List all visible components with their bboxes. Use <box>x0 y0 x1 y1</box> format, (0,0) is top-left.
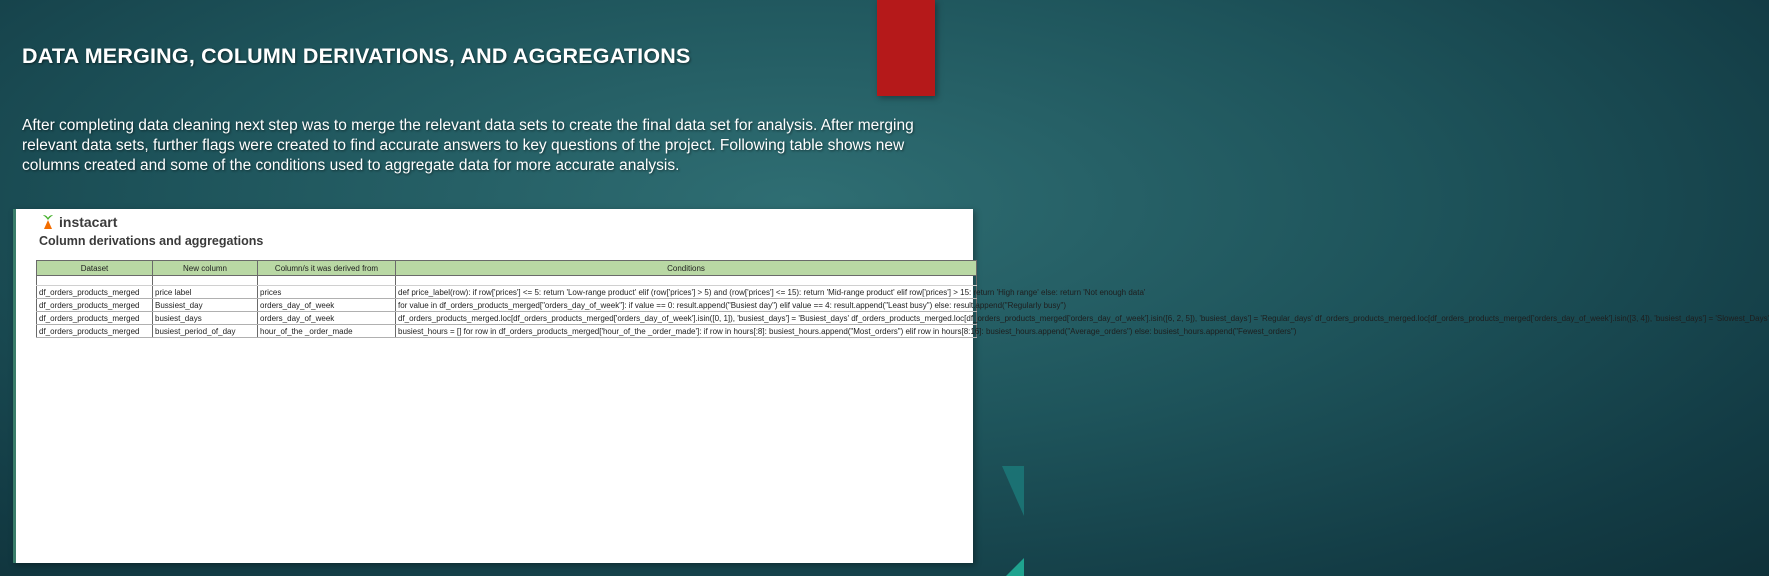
cell-new-column: Bussiest_day <box>153 299 258 312</box>
slide-body-text: After completing data cleaning next step was to merge the relevant data sets to create the final data set for analysis. After merging relevant data sets, further flags were created to find accurate answers to key questions of the project. Following table shows new columns created and some of the conditions used to aggregate data for more accurate analysis. <box>22 117 914 174</box>
cell-new-column: busiest_period_of_day <box>153 325 258 338</box>
header-dataset: Dataset <box>37 261 153 276</box>
cell-new-column: price label <box>153 286 258 299</box>
cell-derived-from: prices <box>258 286 396 299</box>
cell-derived-from: orders_day_of_week <box>258 312 396 325</box>
carrot-icon <box>41 214 55 230</box>
red-accent-bar <box>877 0 935 96</box>
cell-dataset: df_orders_products_merged <box>37 299 153 312</box>
header-new-column: New column <box>153 261 258 276</box>
cell-new-column: busiest_days <box>153 312 258 325</box>
decorative-triangle-upper <box>1002 466 1024 516</box>
cell-conditions: def price_label(row): if row['prices'] <= 5: return 'Low-range product' elif (row['prices'] > 5) and (row['prices'] <= 15): return 'Mid-range product' elif row['prices'] > 15: return 'High range' else: return 'Not enough data' <box>396 286 977 299</box>
table-row <box>37 325 977 338</box>
brand-name: instacart <box>59 214 118 230</box>
slide-title: DATA MERGING, COLUMN DERIVATIONS, AND AGGREGATIONS <box>22 44 691 68</box>
header-conditions: Conditions <box>396 261 977 276</box>
cell-dataset: df_orders_products_merged <box>37 312 153 325</box>
decorative-triangle-corner <box>1006 558 1024 576</box>
derivations-table <box>36 260 1769 338</box>
table-row <box>37 312 977 325</box>
spreadsheet-image <box>13 209 1769 563</box>
cell-conditions: df_orders_products_merged.loc[df_orders_products_merged['orders_day_of_week'].isin([0, 1]), 'busiest_days'] = 'Busiest_days' df_orders_products_merged.loc[df_orders_products_merged['orders_day_of_week'].isin([6, 2, 5]), 'busiest_days'] = 'Regular_days' df_orders_products_merged.loc[df_orders_products_merged['orders_day_of_week'].isin([3, 4]), 'busiest_days'] = 'Slowest_Days' <box>396 312 977 325</box>
table-row <box>37 299 977 312</box>
cell-derived-from: orders_day_of_week <box>258 299 396 312</box>
cell-dataset: df_orders_products_merged <box>37 286 153 299</box>
header-derived-from: Column/s it was derived from <box>258 261 396 276</box>
cell-conditions: busiest_hours = [] for row in df_orders_products_merged['hour_of_the _order_made']: if row in hours[:8]: busiest_hours.append("Most_orders") elif row in hours[8:16]: busiest_hours.append("Average_orders") else: busiest_hours.append("Fewest_orders") <box>396 325 977 338</box>
table-spacer-row <box>37 276 977 286</box>
cell-dataset: df_orders_products_merged <box>37 325 153 338</box>
table-header-row <box>37 261 977 276</box>
table-row <box>37 286 977 299</box>
sheet-title: Column derivations and aggregations <box>39 234 264 248</box>
cell-conditions: for value in df_orders_products_merged["orders_day_of_week"]: if value == 0: result.append("Busiest day") elif value == 4: result.append("Least busy") else: result.append("Regularly busy") <box>396 299 977 312</box>
cell-derived-from: hour_of_the _order_made <box>258 325 396 338</box>
instacart-logo <box>41 214 117 230</box>
